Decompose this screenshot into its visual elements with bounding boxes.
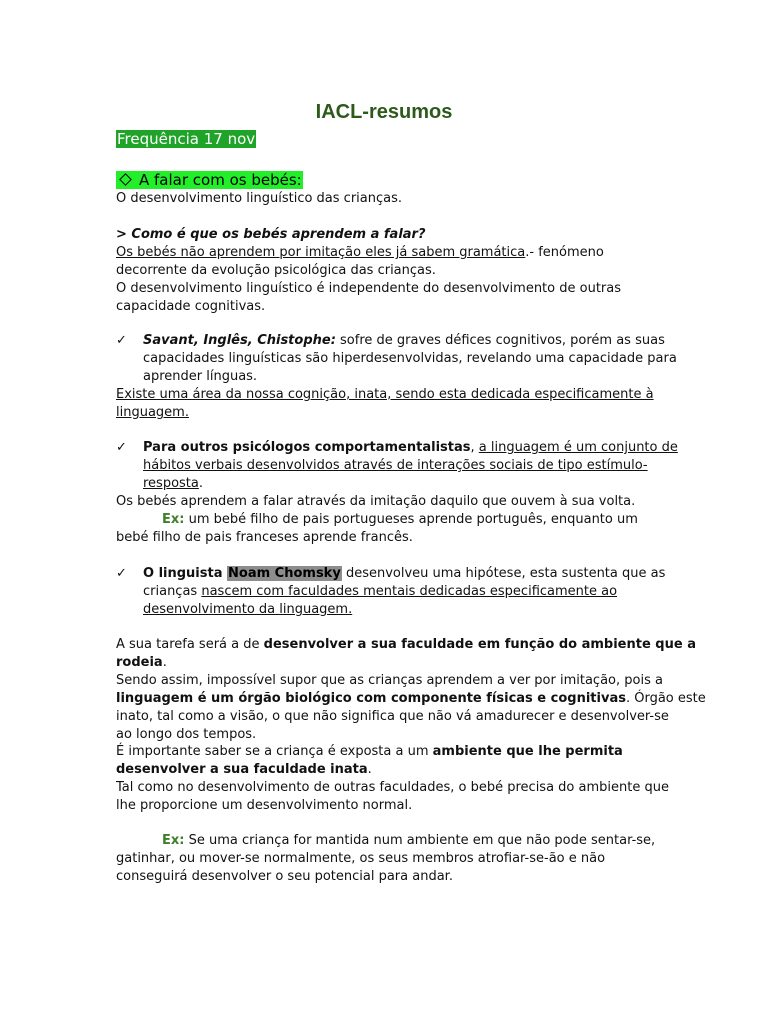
bullet-1-line-1 [143, 332, 665, 350]
example-label: Ex: [162, 512, 185, 527]
paragraph-4-rodeia: rodeia [116, 655, 163, 670]
bullet-2-line-3 [143, 475, 203, 493]
example-1-line-2: bebé filho de pais franceses aprende francês. [116, 530, 413, 545]
example-2-rest: Se uma criança for mantida num ambiente em que não pode sentar-se, [184, 833, 656, 848]
paragraph-5-rest: . Órgão este [625, 691, 706, 706]
bullet-3-rest: desenvolveu uma hipótese, esta sustenta que as [341, 566, 666, 581]
paragraph-5-bold: linguagem é um órgão biológico com componente físicas e cognitivas [116, 691, 626, 706]
example-2-line-1 [162, 832, 655, 850]
bullet-3-line-2-underline: nascem com faculdades mentais dedicadas especificamente ao [201, 584, 618, 599]
intro-text: O desenvolvimento linguístico das crianças. [116, 191, 403, 206]
noam-chomsky-highlight: Noam Chomsky [228, 566, 341, 581]
page-title: IACL-resumos [315, 101, 453, 123]
example-1-rest: um bebé filho de pais portugueses aprende português, enquanto um [184, 512, 638, 527]
frequencia-label [116, 129, 256, 149]
bullet-2-bold: Para outros psicólogos comportamentalistas [143, 440, 471, 455]
paragraph-4-line-1 [116, 636, 696, 654]
bullet-3-line-3: desenvolvimento da linguagem. [143, 602, 353, 617]
paragraph-4-a: A sua tarefa será a de [116, 637, 264, 652]
section-heading-text: A falar com os bebés: [139, 171, 302, 189]
bullet-2-line-1 [143, 439, 678, 457]
example-2-line-2: gatinhar, ou mover-se normalmente, os seus membros atrofiar-se-ão e não [116, 851, 606, 866]
bullet-2-line-2: hábitos verbais desenvolvidos através de interações sociais de tipo estímulo- [143, 458, 648, 473]
example-label: Ex: [162, 833, 185, 848]
paragraph-6-bold-2: desenvolver a sua faculdade inata [116, 762, 368, 777]
paragraph-6-a: É importante saber se a criança é exposta a um [116, 744, 433, 759]
bullet-3-bold: O linguista [143, 566, 228, 581]
frequencia-highlight: Frequência 17 nov [117, 130, 256, 148]
paragraph-2-line-2: linguagem. [116, 405, 189, 420]
paragraph-4-bold: desenvolver a sua faculdade em função do ambiente que a [263, 637, 696, 652]
paragraph-1-line-2: decorrente da evolução psicológica das crianças. [116, 263, 436, 278]
bullet-2-line-3-end: . [198, 476, 204, 491]
paragraph-4-end: . [162, 655, 167, 670]
paragraph-4-line-2 [116, 654, 167, 672]
example-1-line-1 [162, 511, 638, 529]
bullet-1-bold: Savant, Inglês, Chistophe: [143, 333, 336, 348]
bullet-1-line-2: capacidades linguísticas são hiperdesenvolvidas, revelando uma capacidade para [143, 351, 677, 366]
paragraph-6-line-1 [116, 743, 623, 761]
section-heading [116, 170, 303, 190]
example-2-line-3: conseguirá desenvolver o seu potencial para andar. [116, 869, 453, 884]
checkmark-icon: ✓ [116, 333, 127, 348]
paragraph-1-underline: Os bebés não aprendem por imitação eles já sabem gramática [116, 245, 526, 260]
checkmark-icon: ✓ [116, 566, 127, 581]
paragraph-5-line-1: Sendo assim, impossível supor que as crianças aprendem a ver por imitação, pois a [116, 673, 663, 688]
section-heading-highlight [116, 171, 303, 189]
bullet-2-comma: , [470, 440, 479, 455]
paragraph-1-rest: .- fenómeno [525, 245, 604, 260]
paragraph-7-line-2: lhe proporcione um desenvolvimento normal. [116, 798, 413, 813]
paragraph-6-bold: ambiente que lhe permita [432, 744, 623, 759]
paragraph-6-line-2 [116, 761, 372, 779]
paragraph-5-line-3: inato, tal como a visão, o que não significa que não vá amadurecer e desenvolver-se [116, 709, 669, 724]
paragraph-1-line-1 [116, 244, 604, 262]
paragraph-1-line-3: O desenvolvimento linguístico é independente do desenvolvimento de outras [116, 281, 621, 296]
paragraph-7-line-1: Tal como no desenvolvimento de outras faculdades, o bebé precisa do ambiente que [116, 780, 669, 795]
bullet-2-underline: a linguagem é um conjunto de [478, 440, 678, 455]
paragraph-5-line-2 [116, 690, 706, 708]
paragraph-3: Os bebés aprendem a falar através da imitação daquilo que ouvem à sua volta. [116, 494, 636, 509]
bullet-3-line-2 [143, 583, 617, 601]
bullet-2-line-3-underline: resposta [143, 476, 199, 491]
bullet-3-line-2-a: crianças [143, 584, 202, 599]
diamond-bullet-icon [119, 173, 132, 186]
bullet-1-line-3: aprender línguas. [143, 369, 258, 384]
paragraph-1-line-4: capacidade cognitivas. [116, 299, 266, 314]
bullet-3-line-1 [143, 565, 665, 583]
paragraph-5-line-4: ao longo dos tempos. [116, 727, 257, 742]
question-heading: > Como é que os bebés aprendem a falar? [116, 227, 426, 242]
bullet-1-rest: sofre de graves défices cognitivos, porém as suas [335, 333, 665, 348]
checkmark-icon: ✓ [116, 440, 127, 455]
paragraph-6-end: . [367, 762, 372, 777]
paragraph-2-line-1: Existe uma área da nossa cognição, inata, sendo esta dedicada especificamente à [116, 387, 654, 402]
